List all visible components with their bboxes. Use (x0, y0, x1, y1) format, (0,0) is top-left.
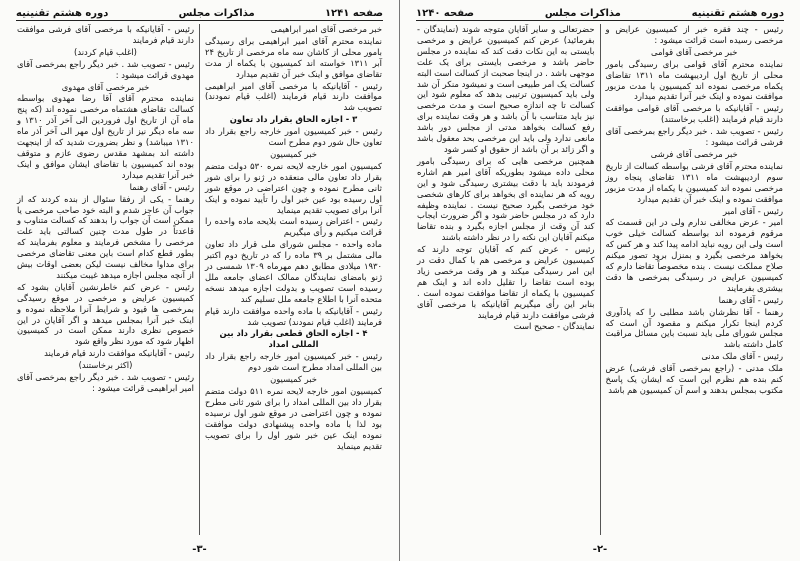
session-label: دوره هشتم تقنينيه (691, 7, 784, 19)
text-columns (12, 24, 387, 535)
paragraph: رئیس - اعتراض رسیده است بلایحه ماده واحده را قرائت میکنیم و رأی میگیریم (205, 216, 382, 238)
paragraph: ۴ - اجازه الحاق قطعی بقرار داد بین المللی امداد (219, 328, 368, 350)
paragraph: رئیس - آقایانیکه با ماده واحده موافقت دارند قیام فرمایند (اغلب قیام نمودند) تصویب شد (205, 305, 382, 327)
paragraph: رئیس - تصویب شد . خبر دیگر راجع بمرخصی آقای فرشی قرائت میشود : (605, 126, 783, 148)
paragraph: نماینده محترم آقای امیر ابراهیمی برای رسیدگی بامور محلی از کاشان سه ماه مرخصی از تاریخ ۲۴ آبر ۱۳۱۱ خواسته اند کمیسیون با یکماه از مدت تقاضای موافق و اینک خبر آن تقدیم میدارد (205, 35, 382, 79)
paragraph: کمیسیون امور خارجه لایحه نمره ۵۳۰ دولت متضم بقرار داد تعاون مالی منعقده در ژنو را برای شور ثانی مطرح نموده و چون اعتراضی در موقع شور اول رسیده بود عین خبر اول را تأیید نموده و اینک آنرا برای تصویب تقدیم مینماید (205, 160, 382, 215)
paragraph: رهنما - آقا نظرشان باشد مطلبی را که یادآوری کردم اینجا تکرار میکنم و مقصود آن است که مجلس شورای ملی باید نسبت باین مسائل مراقبت کامل داشته باشد (605, 306, 783, 350)
paragraph: خبر مرخصی آقای امیر ابراهیمی (270, 24, 382, 34)
paragraph: رئیس - عرض کنم خاطرنشین آقایان بشود که کمیسیون عرایض و مرخصی در موقع رسیدگی بمرخصی ها قیود و شرایط آنرا ملاحظه نموده و اینک خبر آنرا بمجلس میدهد و اگر آقایان در این خصوص نظری دارند ممکن است در کمیسیون اظهار شود که مورد نظر واقع شود (17, 281, 194, 347)
paragraph: نمایندگان - صحیح است (513, 321, 595, 332)
paragraph: همچنین مرخصی هایی که برای رسیدگی بامور محلی داده میشود بطوریکه آقای امیر هم اشاره فرمودند باید با دقت بیشتری رسیدگی شود و این رویه که هر نماینده ای بخواهد برای کارهای شخصی خود مرخصی بگیرد صحیح نیست . نماینده وظیفه دارد که در مجلس حاضر شود و اگر ضرورت ایجاب کند آن وقت از مجلس اجازه بگیرد و بنده تقاضا میکنم آقایان این نکته را در نظر داشته باشند (417, 155, 595, 243)
paragraph: ملک مدنی - (راجع بمرخصی آقای فرشی) عرض کنم بنده هم نظرم این است که ایشان یک پاسخ مکتوب بمجلس بدهند و اسم آن کمیسیون هم باشد (605, 363, 783, 395)
paragraph: حضرتعالی و سایر آقایان متوجه شوند (نمایندگان - بفرمائید) عرض کنم کمیسیون عرایض و مرخصی بایستی به این نکات دقت کند که نماینده در مجلس حاضر باشد و مرخصی بایستی برای یک علت موجهی باشد . در اینجا صحبت از کسالت است البته کسالت یک امر طبیعی است و نمیشود منکر آن شد ولی باید کمیسیون ترتیبی بدهد که معلوم شود این کسالت تا چه اندازه صحیح است و مدت مرخصی نیز باید متناسب با آن باشد و هر وقت نماینده برای رفع کسالت بخواهد مدتی از مجلس دور باشد مانعی ندارد ولی باید این مرخصی بحد معقول باشد و اگر زائد بر آن باشد از حقوق او کسر شود (417, 24, 595, 154)
paragraph: رئیس - تصویب شد . خبر دیگر راجع بمرخصی آقای مهدوی قرائت میشود : (17, 58, 194, 80)
running-title: مذاکرات مجلس (544, 7, 621, 19)
paragraph: نماینده محترم آقای فرشی بواسطه کسالت از تاریخ سوم اردیبهشت ماه ۱۳۱۱ تقاضای پنجاه روز مرخصی نموده اند کمیسیون با یکماه از مدت مزبور موافقت نموده و اینک خبر آن تقدیم میدارد (605, 160, 783, 204)
paragraph: ماده واحده - مجلس شورای ملی قرار داد تعاون مالی مشتمل بر ۳۹ ماده را که در تاریخ دوم اکتبر ۱۹۳۰ میلادی مطابق دهم مهرماه ۱۳۰۹ شمسی در ژنو بامضای نمایندگان ممالک اعضای جامعه ملل رسیده است تصویب و بدولت اجازه میدهد نسخه متحده آنرا با اطلاع جامعه ملل تسلیم کند (205, 239, 382, 304)
paragraph: ۳ - اجازه الحاق بقرار داد تعاون (229, 114, 358, 125)
paragraph: رئیس - خبر کمیسیون امور خارجه راجع بقرار داد بین المللی امداد مطرح است شور دوم (205, 351, 382, 373)
text-columns (412, 24, 788, 535)
page-number: صفحه ۱۲۴۱ (324, 7, 383, 19)
paragraph: رئیس - آقایانیکه موافقت دارند قیام فرمایند (44, 348, 194, 359)
page-footer-number: -۲- (592, 544, 608, 555)
page-footer-number: -۳- (192, 544, 207, 555)
paragraph: کمیسیون امور خارجه لایحه نمره ۵۱۱ دولت متضم بقرار داد بین المللی امداد را برای شور ثانی مطرح نموده و چون اعتراضی در موقع شور اول نرسیده بود لذا با ماده واحده پیشنهادی دولت موافقت نموده اینک عین خبر شور اول را برای تصویب تقدیم مینماید (205, 386, 382, 451)
column-left (12, 24, 200, 535)
paragraph: رئیس - خبر کمیسیون امور خارجه راجع بقرار داد تعاون حال شور دوم مطرح است (205, 126, 382, 148)
paragraph: رئیس - آقای امیر (723, 205, 783, 216)
page-header (416, 6, 784, 21)
paragraph: نماینده محترم آقای قوامی برای رسیدگی بامور محلی از تاریخ اول اردیبهشت ماه ۱۳۱۱ تقاضای یکماه مرخصی نموده اند کمیسیون با مدت مزبور موافقت نموده و اینک خبر آنرا تقدیم میدارد (605, 58, 783, 102)
page-number: صفحه ۱۲۴۰ (416, 7, 475, 19)
paragraph: رئیس - آقایانیکه با مرخصی آقای امیر ابراهیمی موافقت دارند قیام فرمایند (اغلب قیام نمودند) تصویب شد (205, 80, 382, 113)
paragraph: خبر مرخصی آقای فرشی (650, 148, 738, 159)
column-right (601, 24, 789, 535)
paragraph: رهنما - یکی از رفقا سئوال از بنده کردند که از جواب آن عاجز شدم و البته خود صاحب مرخصی یا ممکن است آن جواب را بدهند که کسالت متناوب و قاعدتاً در طول مدت چنین کسالتی باید علت مرخصی را مشخص فرمایند و معلوم بفرمایند که بطور قطع کدام است باین معنی تقاضای مرخصی برای مداوا مخالف نیست لیکن بعضی اوقات بیش از آنچه مجلس اجازه میدهد غیبت میکنند (17, 193, 194, 280)
paragraph: رئیس - تصویب شد . خبر دیگر راجع بمرخصی آقای امیر ابراهیمی قرائت میشود : (17, 372, 194, 393)
paragraph: خبر کمیسیون (270, 374, 317, 385)
paragraph: امیر - عرض مخالفی ندارم ولی در این قسمت که مرقوم فرموده اند بواسطه کسالت خیلی خوب است ولی این رویه نباید ادامه پیدا کند و هر کس که بخواهد مرخصی بگیرد و بمنزل برود تصور میکنم صلاح مملکت نیست . بنده مخصوصاً تقاضا دارم که کمیسیون عرایض در رسیدگی بمرخصی ها دقت بیشتری بفرمایند (605, 217, 783, 293)
paragraph: رئیس - آقای رهنما (718, 294, 783, 305)
column-left (412, 24, 601, 535)
session-label: دوره هشتم تقنينيه (16, 7, 109, 19)
paragraph: رئیس - عرض کنم که آقایان توجه دارند که کمیسیون عرایض و مرخصی هم با کمال دقت در این امر رسیدگی میکند و هر وقت مرخصی زیاد بوده است تقاضا را تقلیل داده اند و اینک هم کمیسیون با یکماه از تقاضا موافقت نموده است . بنابر این رأی میگیریم آقایانیکه با مرخصی آقای فرشی موافقت دارند قیام فرمایند (417, 244, 595, 320)
page-header (16, 6, 383, 21)
paragraph: خبر مرخصی آقای مهدوی (61, 81, 150, 92)
paragraph: خبر مرخصی آقای قوامی (651, 46, 738, 57)
paragraph: رئیس - چند فقره خبر از کمیسیون عرایض و مرخصی رسیده است قرائت میشود : (605, 24, 783, 45)
right-page (400, 0, 800, 561)
paragraph: رئیس - آقایانیکه با مرخصی آقای فرشی موافقت دارند قیام فرمایند (17, 24, 194, 45)
paragraph: (اکثر برخاستند) (78, 360, 133, 371)
paragraph: (اغلب قیام کردند) (74, 46, 137, 57)
paragraph: رئیس - آقای رهنما (129, 181, 194, 192)
paragraph: رئیس - آقایانیکه با مرخصی آقای قوامی موافقت دارند قیام فرمایند (اغلب برخاستند) (605, 103, 783, 125)
column-right (200, 24, 387, 535)
paragraph: نماینده محترم آقای آقا رضا مهدوی بواسطه کسالت تقاضای هشتماه مرخصی نموده اند (که پنج ماه آن از تاریخ اول فروردین الی آخر آذر ۱۳۱۰ و سه ماه دیگر نیز از تاریخ اول مهر الی آخر آذر ماه ۱۳۱۰ میباشد) و نظر بضرورت شدید که از اینجهت داشته اند بمشهد مقدس رضوی عازم و متوقف بوده اند کمیسیون با تقاضای ایشان موافق و اینک خبر آنرا تقدیم میدارد (17, 93, 194, 180)
running-title: مذاکرات مجلس (178, 7, 255, 19)
paragraph: خبر کمیسیون (270, 148, 317, 159)
paragraph: رئیس - آقای ملک مدنی (701, 351, 783, 362)
